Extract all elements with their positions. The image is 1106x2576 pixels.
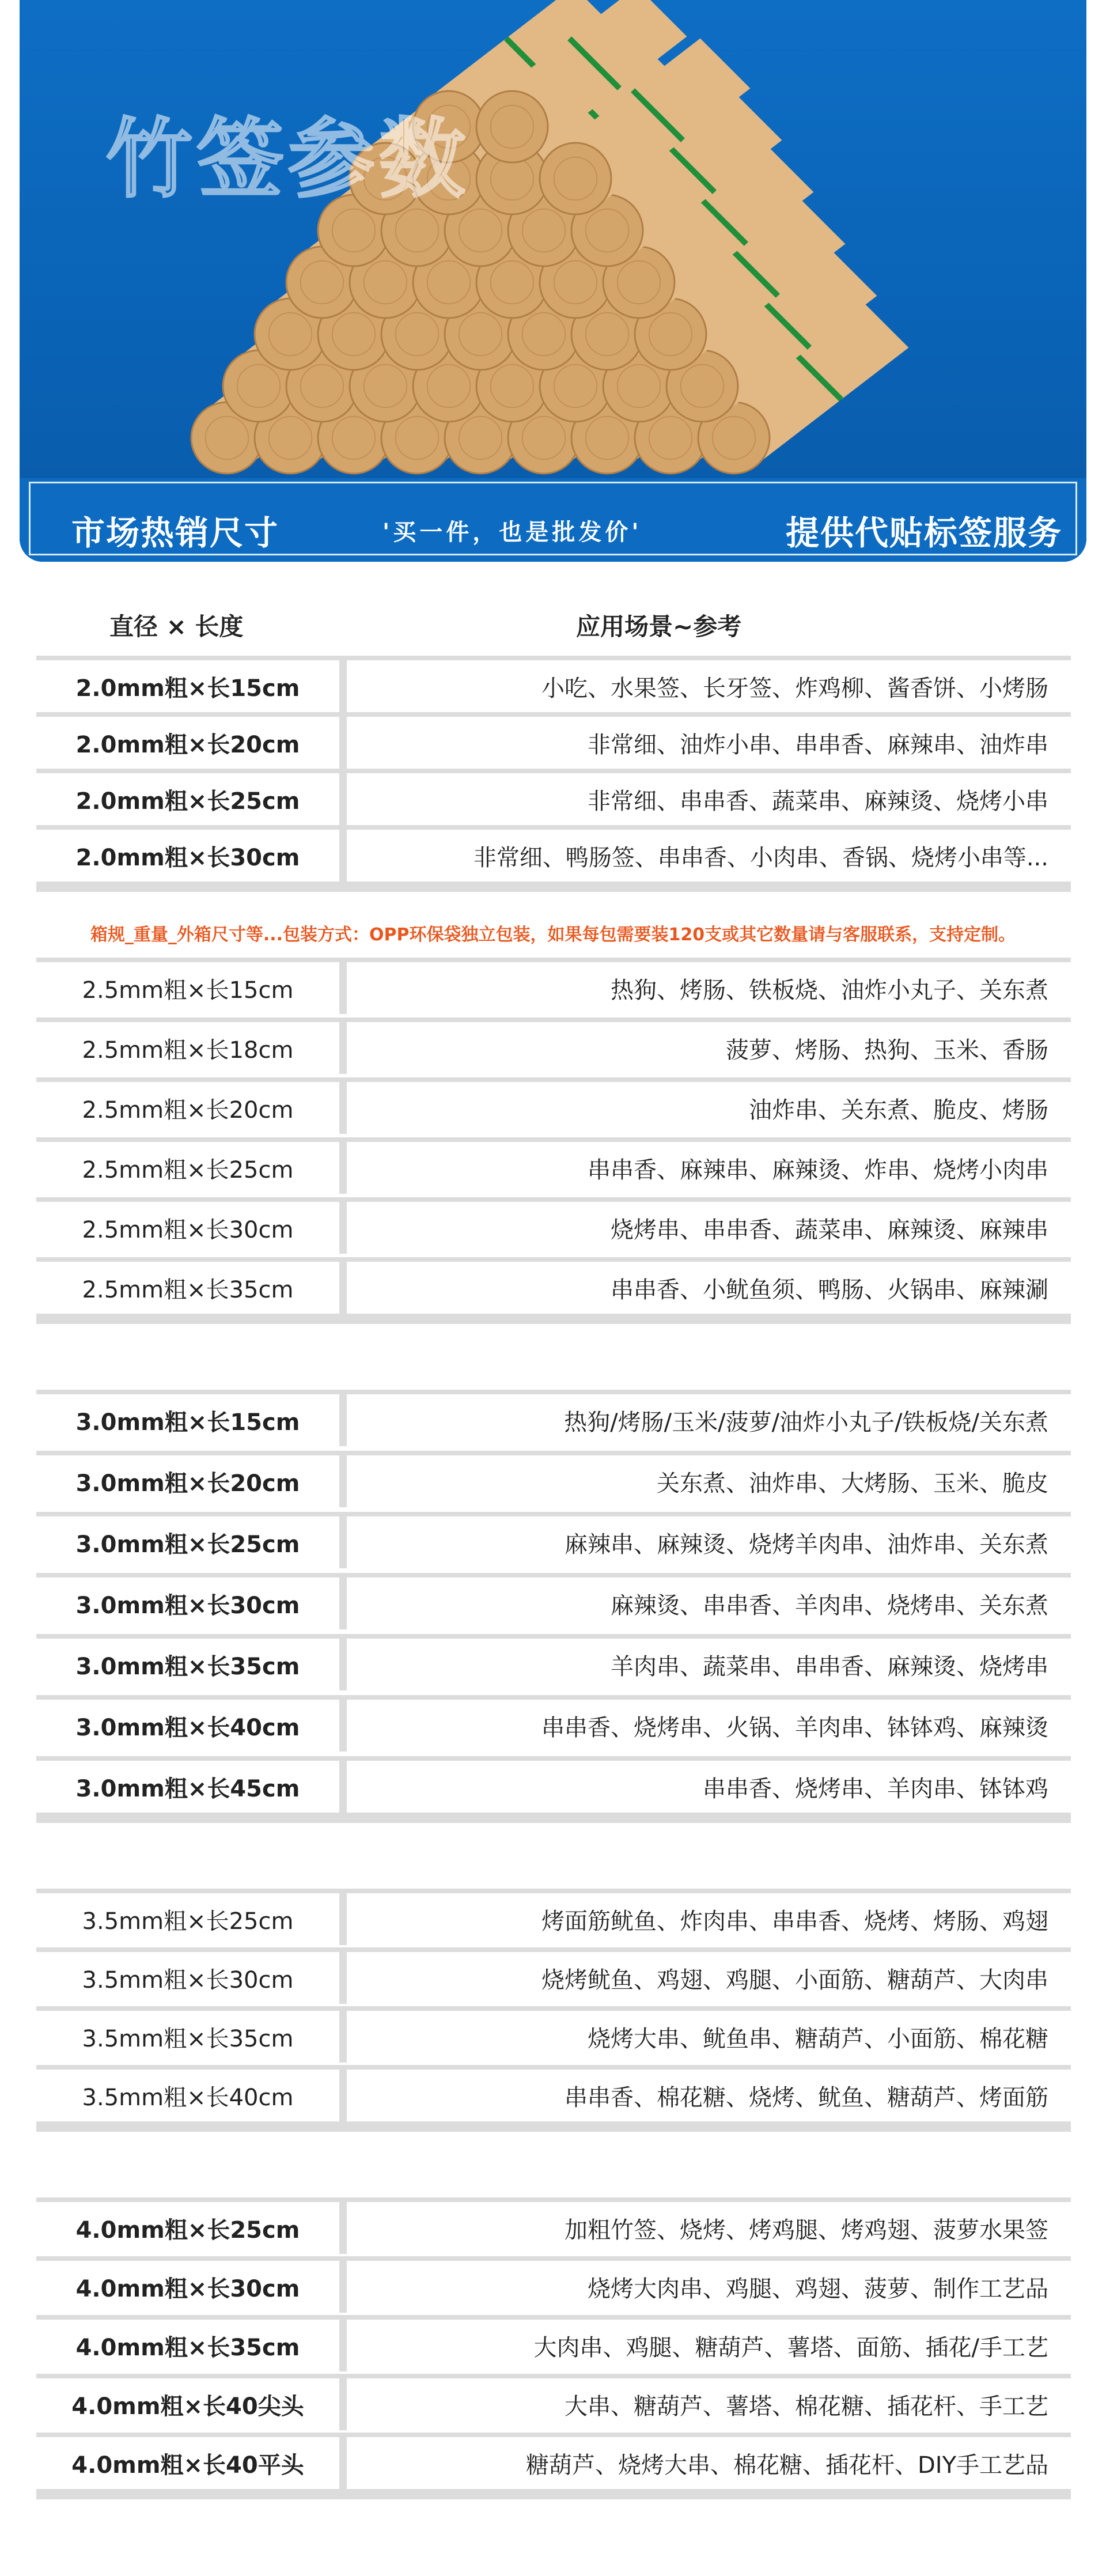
size-cell: 2.5mm粗×长25cm <box>36 1142 339 1194</box>
packaging-notice: 箱规_重量_外箱尺寸等...包装方式：OPP环保袋独立包装，如果每包需要装120支或其它数量请与客服联系，支持定制。 <box>90 925 1016 945</box>
size-cell: 2.0mm粗×长20cm <box>36 717 339 769</box>
size-cell: 2.5mm粗×长30cm <box>36 1202 339 1254</box>
usage-cell: 麻辣烫、串串香、羊肉串、烧烤串、关东煮 <box>611 1592 1048 1619</box>
usage-cell: 热狗、烤肠、铁板烧、油炸小丸子、关东煮 <box>611 977 1048 1004</box>
usage-cell: 热狗/烤肠/玉米/菠萝/油炸小丸子/铁板烧/关东煮 <box>564 1409 1048 1436</box>
usage-cell: 串串香、小鱿鱼须、鸭肠、火锅串、麻辣涮 <box>611 1276 1048 1303</box>
size-cell: 3.0mm粗×长30cm <box>36 1578 339 1629</box>
hero-banner <box>20 0 1086 562</box>
usage-cell: 麻辣串、麻辣烫、烧烤羊肉串、油炸串、关东煮 <box>565 1531 1048 1558</box>
size-cell: 4.0mm粗×长40尖头 <box>36 2378 339 2430</box>
table-row <box>0 1889 1106 1945</box>
usage-cell: 非常细、串串香、蔬菜串、麻辣烫、烧烤小串 <box>588 788 1048 815</box>
size-cell: 4.0mm粗×长25cm <box>36 2202 339 2254</box>
size-cell: 3.5mm粗×长25cm <box>36 1893 339 1945</box>
table-row <box>0 1451 1106 1507</box>
table-divider <box>36 2121 1071 2132</box>
column-header-usage: 应用场景~参考 <box>576 612 742 641</box>
usage-cell: 烧烤串、串串香、蔬菜串、麻辣烫、麻辣串 <box>611 1216 1048 1243</box>
table-row <box>0 712 1106 769</box>
table-row <box>0 656 1106 712</box>
usage-cell: 大串、糖葫芦、薯塔、棉花糖、插花杆、手工艺 <box>565 2393 1048 2420</box>
usage-cell: 关东煮、油炸串、大烤肠、玉米、脆皮 <box>657 1470 1048 1497</box>
table-divider <box>36 882 1071 892</box>
usage-cell: 非常细、鸭肠签、串串香、小肉串、香锅、烧烤小串等... <box>473 844 1048 871</box>
banner-title: 竹签参数 <box>106 109 471 210</box>
table-row <box>0 1695 1106 1752</box>
table-divider <box>36 1813 1071 1823</box>
usage-cell: 油炸串、关东煮、脆皮、烤肠 <box>749 1096 1048 1124</box>
size-cell: 4.0mm粗×长40平头 <box>36 2437 339 2489</box>
usage-cell: 烧烤大串、鱿鱼串、糖葫芦、小面筋、棉花糖 <box>588 2025 1048 2052</box>
usage-cell: 烤面筋鱿鱼、炸肉串、串串香、烧烤、烤肠、鸡翅 <box>541 1908 1048 1935</box>
bamboo-sticks-image <box>20 0 1086 478</box>
table-divider <box>36 1314 1071 1324</box>
usage-cell: 菠萝、烤肠、热狗、玉米、香肠 <box>726 1037 1048 1064</box>
usage-cell: 烧烤鱿鱼、鸡翅、鸡腿、小面筋、糖葫芦、大肉串 <box>541 1966 1048 1994</box>
size-cell: 2.0mm粗×长15cm <box>36 660 339 712</box>
table-row <box>0 2315 1106 2371</box>
size-cell: 4.0mm粗×长35cm <box>36 2320 339 2371</box>
table-row <box>0 2197 1106 2254</box>
usage-cell: 非常细、油炸小串、串串香、麻辣串、油炸串 <box>588 731 1048 758</box>
table-row <box>0 1947 1106 2004</box>
usage-cell: 小吃、水果签、长牙签、炸鸡柳、酱香饼、小烤肠 <box>541 675 1048 702</box>
table-divider <box>36 2489 1071 2499</box>
size-cell: 3.0mm粗×长40cm <box>36 1700 339 1752</box>
wholesale-slogan: '买一件，也是批发价' <box>382 519 642 546</box>
column-header-size: 直径 × 长度 <box>109 612 244 641</box>
size-cell: 3.5mm粗×长40cm <box>36 2070 339 2121</box>
size-cell: 2.0mm粗×长25cm <box>36 773 339 825</box>
size-cell: 2.5mm粗×长15cm <box>36 962 339 1014</box>
table-row <box>0 2065 1106 2121</box>
size-cell: 2.0mm粗×长30cm <box>36 830 339 882</box>
usage-cell: 串串香、烧烤串、羊肉串、钵钵鸡 <box>703 1775 1048 1802</box>
table-row <box>0 1634 1106 1690</box>
table-row <box>0 769 1106 825</box>
table-row <box>0 2433 1106 2489</box>
table-row <box>0 1257 1106 1314</box>
table-row <box>0 1573 1106 1629</box>
table-row <box>0 1017 1106 1074</box>
size-cell: 2.5mm粗×长20cm <box>36 1082 339 1134</box>
size-cell: 2.5mm粗×长35cm <box>36 1262 339 1314</box>
table-row <box>0 1197 1106 1254</box>
size-cell: 3.5mm粗×长30cm <box>36 1952 339 2004</box>
size-cell: 3.0mm粗×长45cm <box>36 1761 339 1813</box>
usage-cell: 烧烤大肉串、鸡腿、鸡翅、菠萝、制作工艺品 <box>588 2275 1048 2302</box>
size-cell: 3.5mm粗×长35cm <box>36 2011 339 2063</box>
size-cell: 3.0mm粗×长15cm <box>36 1394 339 1446</box>
table-row <box>0 1512 1106 1568</box>
table-row <box>0 2006 1106 2063</box>
table-row <box>0 2374 1106 2430</box>
usage-cell: 串串香、烧烤串、火锅、羊肉串、钵钵鸡、麻辣烫 <box>541 1714 1048 1741</box>
usage-cell: 羊肉串、蔬菜串、串串香、麻辣烫、烧烤串 <box>611 1653 1048 1680</box>
table-row <box>0 2256 1106 2313</box>
usage-cell: 串串香、麻辣串、麻辣烫、炸串、烧烤小肉串 <box>588 1156 1048 1183</box>
size-cell: 3.0mm粗×长25cm <box>36 1516 339 1568</box>
label-service-text: 提供代贴标签服务 <box>786 513 1063 553</box>
size-cell: 3.0mm粗×长35cm <box>36 1639 339 1690</box>
usage-cell: 加粗竹签、烧烤、烤鸡腿、烤鸡翅、菠萝水果签 <box>565 2216 1048 2244</box>
usage-cell: 糖葫芦、烧烤大串、棉花糖、插花杆、DIY手工艺品 <box>525 2452 1048 2479</box>
usage-cell: 串串香、棉花糖、烧烤、鱿鱼、糖葫芦、烤面筋 <box>565 2084 1048 2111</box>
table-row <box>0 1390 1106 1446</box>
size-cell: 2.5mm粗×长18cm <box>36 1022 339 1074</box>
table-row <box>0 1077 1106 1134</box>
size-cell: 4.0mm粗×长30cm <box>36 2261 339 2313</box>
table-row <box>0 1756 1106 1813</box>
usage-cell: 大肉串、鸡腿、糖葫芦、薯塔、面筋、插花/手工艺 <box>533 2334 1048 2361</box>
table-row <box>0 825 1106 882</box>
table-row <box>0 958 1106 1014</box>
size-cell: 3.0mm粗×长20cm <box>36 1455 339 1507</box>
table-row <box>0 1137 1106 1194</box>
hot-size-label: 市场热销尺寸 <box>71 513 279 553</box>
